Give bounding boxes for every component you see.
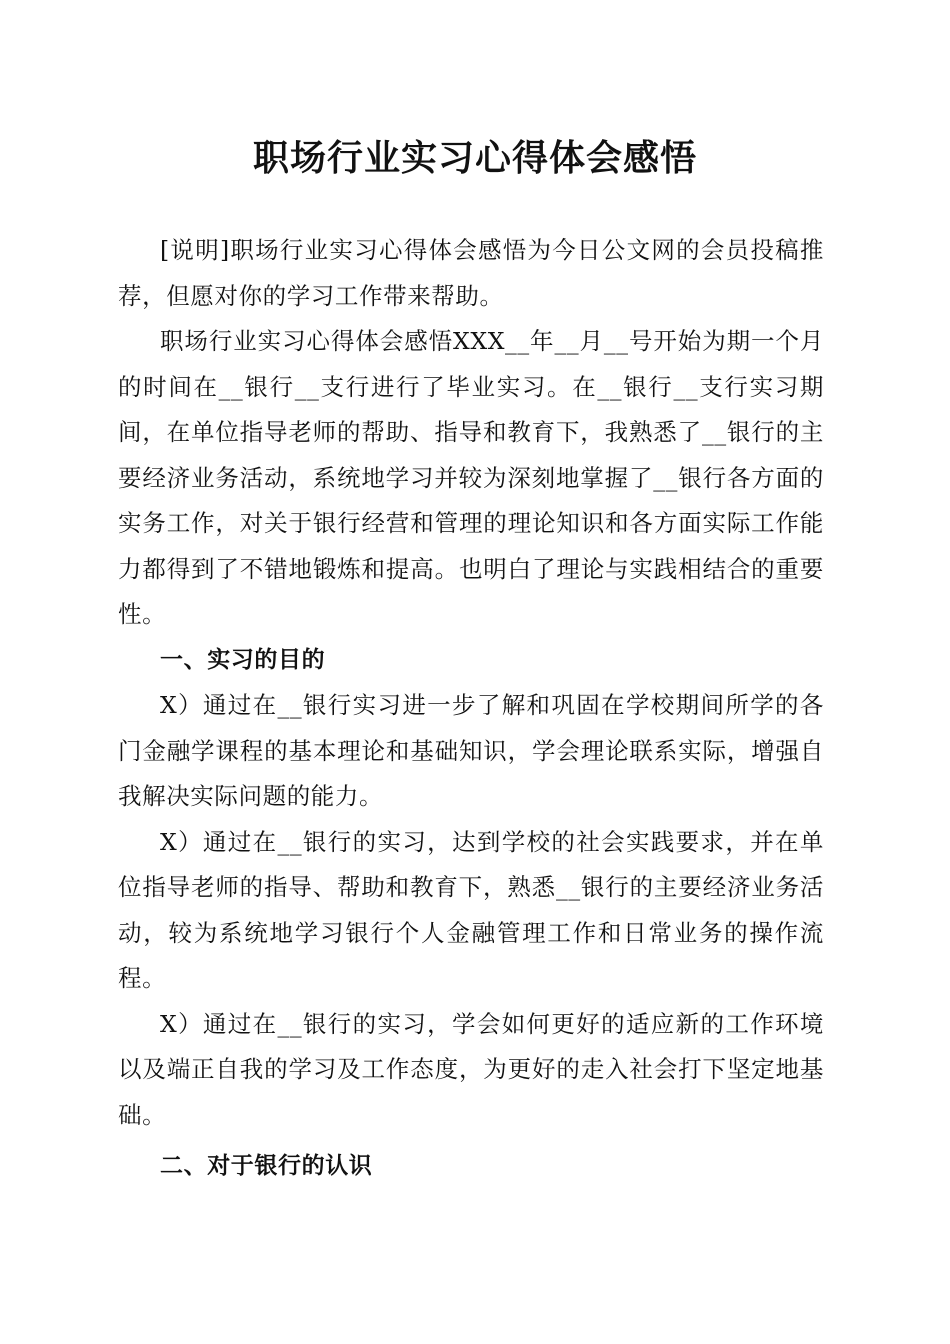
- purpose-item-1: X）通过在__银行实习进一步了解和巩固在学校期间所学的各门金融学课程的基本理论和基础知识，学会理论联系实际，增强自我解决实际问题的能力。: [118, 691, 824, 810]
- intro-paragraph: [说明]职场行业实习心得体会感悟为今日公文网的会员投稿推荐，但愿对你的学习工作带来帮助。: [118, 236, 824, 310]
- section-heading-bank: 二、对于银行的认识: [160, 1153, 373, 1179]
- document-body: [118, 228, 824, 1190]
- document-title: 职场行业实习心得体会感悟: [252, 137, 697, 179]
- purpose-item-2: X）通过在__银行的实习，达到学校的社会实践要求，并在单位指导老师的指导、帮助和教育下，熟悉__银行的主要经济业务活动，较为系统地学习银行个人金融管理工作和日常业务的操作流程。: [118, 827, 824, 992]
- body-paragraph: 职场行业实习心得体会感悟XXX__年__月__号开始为期一个月的时间在__银行__支行进行了毕业实习。在__银行__支行实习期间，在单位指导老师的帮助、指导和教育下，我熟悉了__银行的主要经济业务活动，系统地学习并较为深刻地掌握了__银行各方面的实务工作，对关于银行经营和管理的理论知识和各方面实际工作能力都得到了不错地锻炼和提高。也明白了理论与实践相结合的重要性。: [118, 327, 824, 628]
- section-heading-purpose: 一、实习的目的: [160, 646, 326, 673]
- purpose-item-3: X）通过在__银行的实习，学会如何更好的适应新的工作环境以及端正自我的学习及工作态度，为更好的走入社会打下坚定地基础。: [118, 1009, 824, 1129]
